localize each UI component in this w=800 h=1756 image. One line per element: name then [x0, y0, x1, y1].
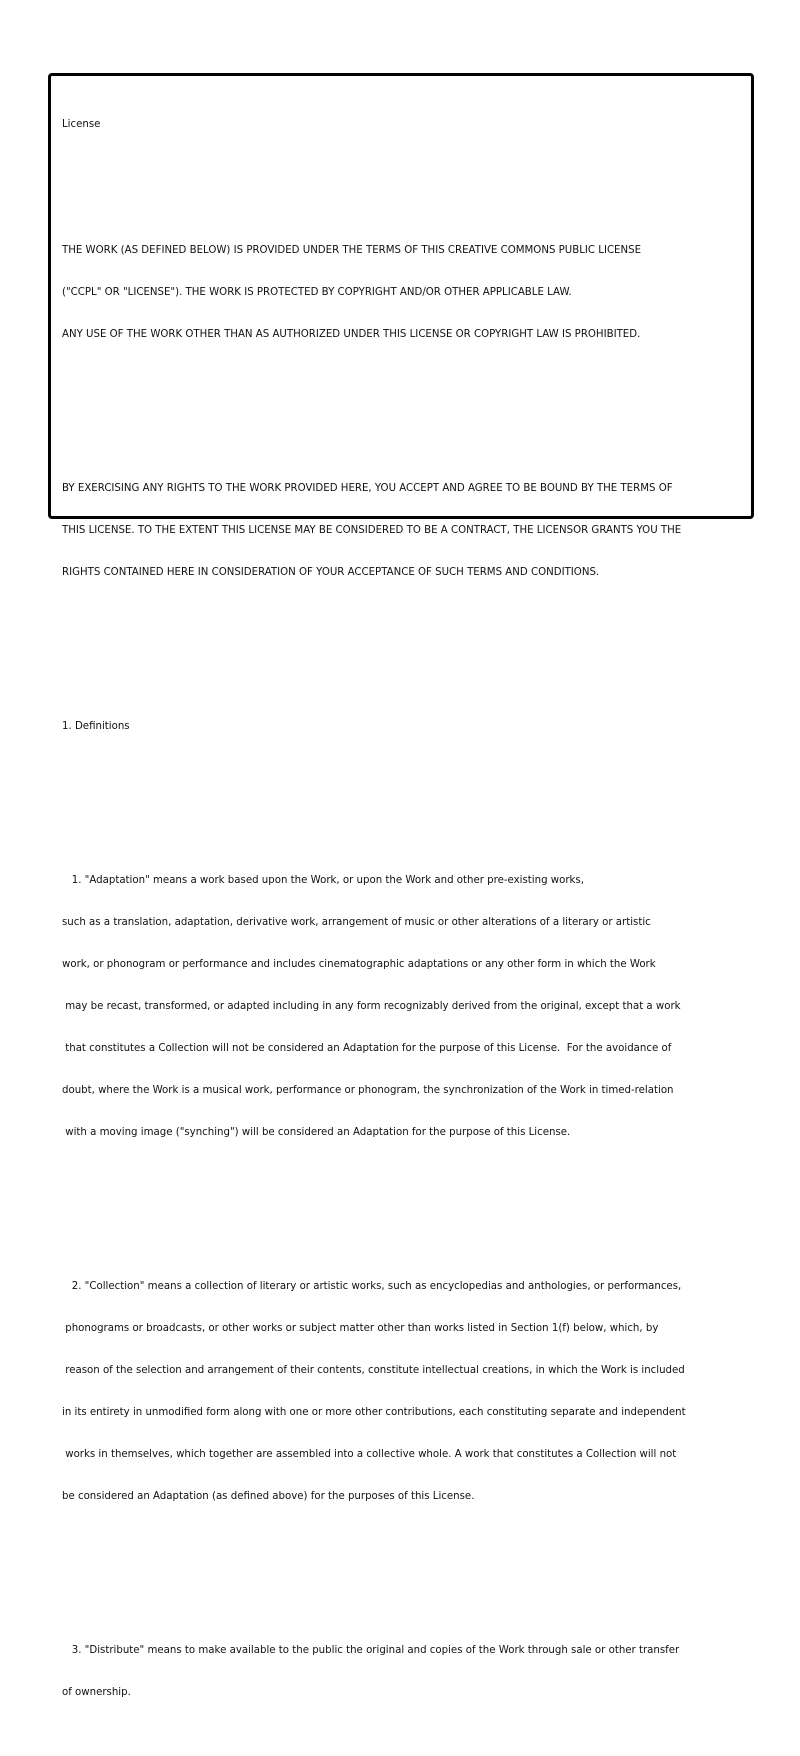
- text-line: doubt, where the Work is a musical work, performance or phonogram, the synchronization of the Work in timed-relation: [62, 1085, 674, 1096]
- text-line: that constitutes a Collection will not be considered an Adaptation for the purpose of this License. For the avoidance of: [62, 1043, 672, 1054]
- definition-collection: [62, 1252, 742, 1532]
- text-line: 2. "Collection" means a collection of literary or artistic works, such as encyclopedias and anthologies, or performances,: [62, 1281, 682, 1292]
- license-document: [62, 90, 742, 1756]
- text-line: 3. "Distribute" means to make available to the public the original and copies of the Work through sale or other transfer: [62, 1645, 680, 1656]
- text-line: works in themselves, which together are assembled into a collective whole. A work that constitutes a Collection will not: [62, 1449, 677, 1460]
- text-line: ANY USE OF THE WORK OTHER THAN AS AUTHORIZED UNDER THIS LICENSE OR COPYRIGHT LAW IS PROHIBITED.: [62, 329, 641, 340]
- text-line: with a moving image ("synching") will be considered an Adaptation for the purpose of this License.: [62, 1127, 571, 1138]
- text-line: may be recast, transformed, or adapted including in any form recognizably derived from the original, except that a work: [62, 1001, 681, 1012]
- spacer: [62, 636, 742, 650]
- paragraph-acceptance: [62, 454, 742, 608]
- text-line: 1. "Adaptation" means a work based upon the Work, or upon the Work and other pre-existing works,: [62, 875, 584, 886]
- text-line: THE WORK (AS DEFINED BELOW) IS PROVIDED UNDER THE TERMS OF THIS CREATIVE COMMONS PUBLIC LICENSE: [62, 245, 642, 256]
- text-line: BY EXERCISING ANY RIGHTS TO THE WORK PROVIDED HERE, YOU ACCEPT AND AGREE TO BE BOUND BY THE TERMS OF: [62, 483, 673, 494]
- license-panel: [48, 73, 754, 1698]
- spacer: [62, 1196, 742, 1210]
- text-line: such as a translation, adaptation, derivative work, arrangement of music or other alterations of a literary or artistic: [62, 917, 651, 928]
- spacer: [62, 160, 742, 174]
- text-line: 1. Definitions: [62, 721, 130, 732]
- definition-adaptation: [62, 846, 742, 1168]
- document-title: License: [62, 119, 101, 130]
- text-line: reason of the selection and arrangement of their contents, constitute intellectual creations, in which the Work is included: [62, 1365, 685, 1376]
- text-line: be considered an Adaptation (as defined above) for the purposes of this License.: [62, 1491, 475, 1502]
- spacer: [62, 1560, 742, 1574]
- text-line: of ownership.: [62, 1687, 131, 1698]
- spacer: [62, 790, 742, 804]
- spacer: [62, 398, 742, 412]
- section-heading-definitions: [62, 692, 742, 762]
- paragraph-preamble: [62, 216, 742, 370]
- definition-distribute: [62, 1616, 742, 1728]
- text-line: in its entirety in unmodified form along with one or more other contributions, each constituting separate and independent: [62, 1407, 686, 1418]
- text-line: RIGHTS CONTAINED HERE IN CONSIDERATION OF YOUR ACCEPTANCE OF SUCH TERMS AND CONDITIONS.: [62, 567, 600, 578]
- text-line: THIS LICENSE. TO THE EXTENT THIS LICENSE MAY BE CONSIDERED TO BE A CONTRACT, THE LICENSOR GRANTS YOU THE: [62, 525, 682, 536]
- text-line: work, or phonogram or performance and includes cinematographic adaptations or any other form in which the Work: [62, 959, 656, 970]
- text-line: phonograms or broadcasts, or other works or subject matter other than works listed in Section 1(f) below, which, by: [62, 1323, 659, 1334]
- text-line: ("CCPL" OR "LICENSE"). THE WORK IS PROTECTED BY COPYRIGHT AND/OR OTHER APPLICABLE LAW.: [62, 287, 572, 298]
